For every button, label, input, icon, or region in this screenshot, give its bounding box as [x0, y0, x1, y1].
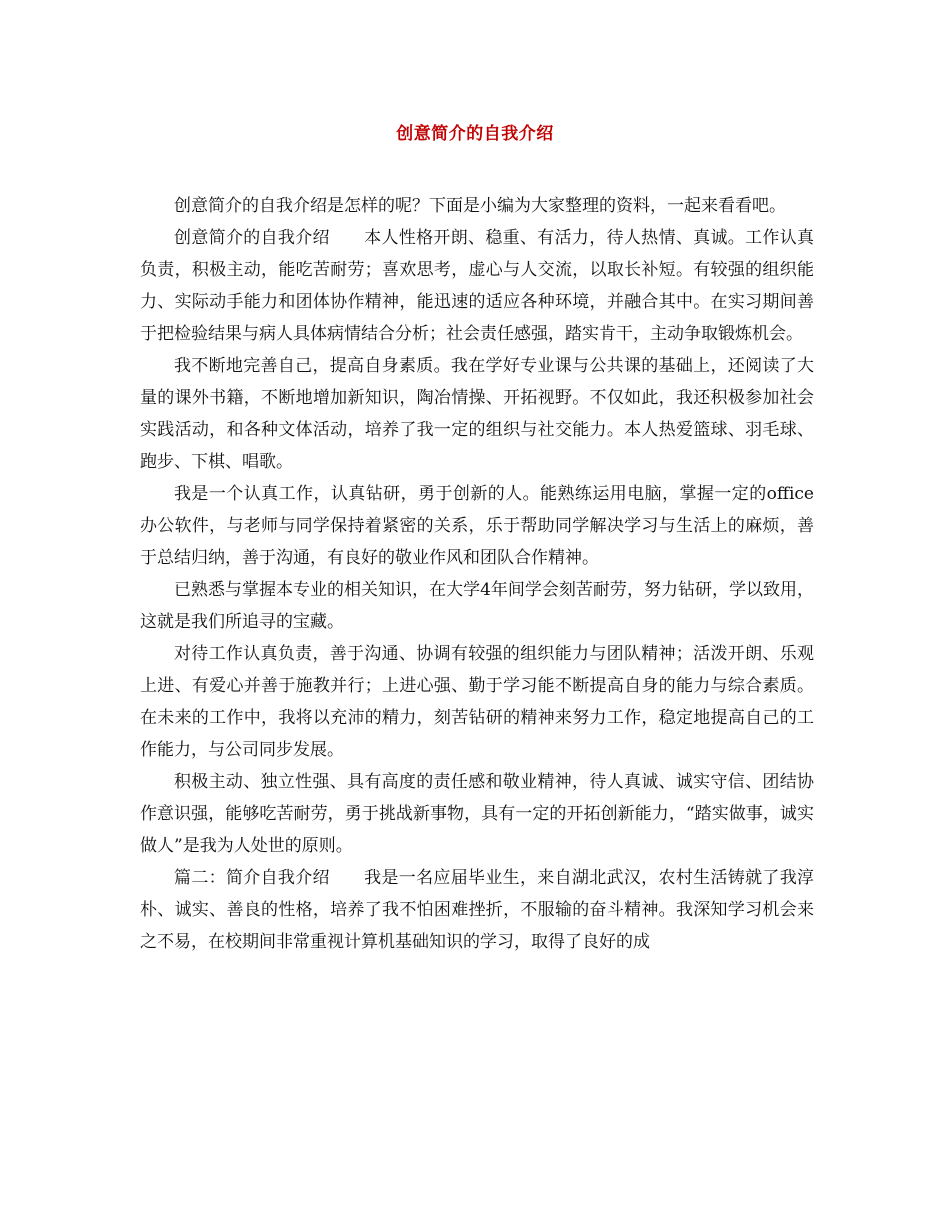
- paragraph-text: 创意简介的自我介绍是怎样的呢？下面是小编为大家整理的资料，一起来看看吧。: [174, 196, 786, 216]
- document-body: [140, 190, 814, 958]
- paragraph-6: [140, 638, 814, 766]
- paragraph-lead: 篇二：简介自我介绍: [174, 868, 330, 888]
- paragraph-lead: 创意简介的自我介绍: [174, 228, 330, 248]
- paragraph-text: 对待工作认真负责，善于沟通、协调有较强的组织能力与团队精神；活泼开朗、乐观上进、有爱心并善于施教并行；上进心强、勤于学习能不断提高自身的能力与综合素质。在未来的工作中，我将以充沛的精力，刻苦钻研的精神来努力工作，稳定地提高自己的工作能力，与公司同步发展。: [140, 644, 814, 760]
- paragraph-text: 我不断地完善自己，提高自身素质。我在学好专业课与公共课的基础上，还阅读了大量的课外书籍，不断地增加新知识，陶冶情操、开拓视野。不仅如此，我还积极参加社会实践活动，和各种文体活动，培养了我一定的组织与社交能力。本人热爱篮球、羽毛球、跑步、下棋、唱歌。: [140, 356, 814, 472]
- paragraph-text: 我是一个认真工作，认真钻研，勇于创新的人。能熟练运用电脑，掌握一定的office办公软件，与老师与同学保持着紧密的关系，乐于帮助同学解决学习与生活上的麻烦，善于总结归纳，善于沟通，有良好的敬业作风和团队合作精神。: [140, 484, 814, 568]
- paragraph-5: [140, 574, 814, 638]
- paragraph-7: [140, 766, 814, 862]
- document-title: 创意简介的自我介绍: [396, 124, 554, 144]
- paragraph-2: [140, 222, 814, 350]
- paragraph-text: 我是一名应届毕业生，来自湖北武汉，农村生活铸就了我淳朴、诚实、善良的性格，培养了我不怕困难挫折，不服输的奋斗精神。我深知学习机会来之不易，在校期间非常重视计算机基础知识的学习，取得了良好的成: [140, 868, 815, 952]
- paragraph-3: [140, 350, 814, 478]
- paragraph-text: 已熟悉与掌握本专业的相关知识，在大学4年间学会刻苦耐劳，努力钻研，学以致用，这就是我们所追寻的宝藏。: [140, 580, 814, 632]
- paragraph-1: [140, 190, 814, 222]
- paragraph-4: [140, 478, 814, 574]
- paragraph-text: 本人性格开朗、稳重、有活力，待人热情、真诚。工作认真负责，积极主动，能吃苦耐劳；喜欢思考，虚心与人交流，以取长补短。有较强的组织能力、实际动手能力和团体协作精神，能迅速的适应各种环境，并融合其中。在实习期间善于把检验结果与病人具体病情结合分析；社会责任感强，踏实肯干，主动争取锻炼机会。: [140, 228, 815, 344]
- paragraph-8: [140, 862, 814, 958]
- paragraph-text: 积极主动、独立性强、具有高度的责任感和敬业精神，待人真诚、诚实守信、团结协作意识强，能够吃苦耐劳，勇于挑战新事物，具有一定的开拓创新能力，“踏实做事，诚实做人”是我为人处世的原则。: [140, 772, 814, 856]
